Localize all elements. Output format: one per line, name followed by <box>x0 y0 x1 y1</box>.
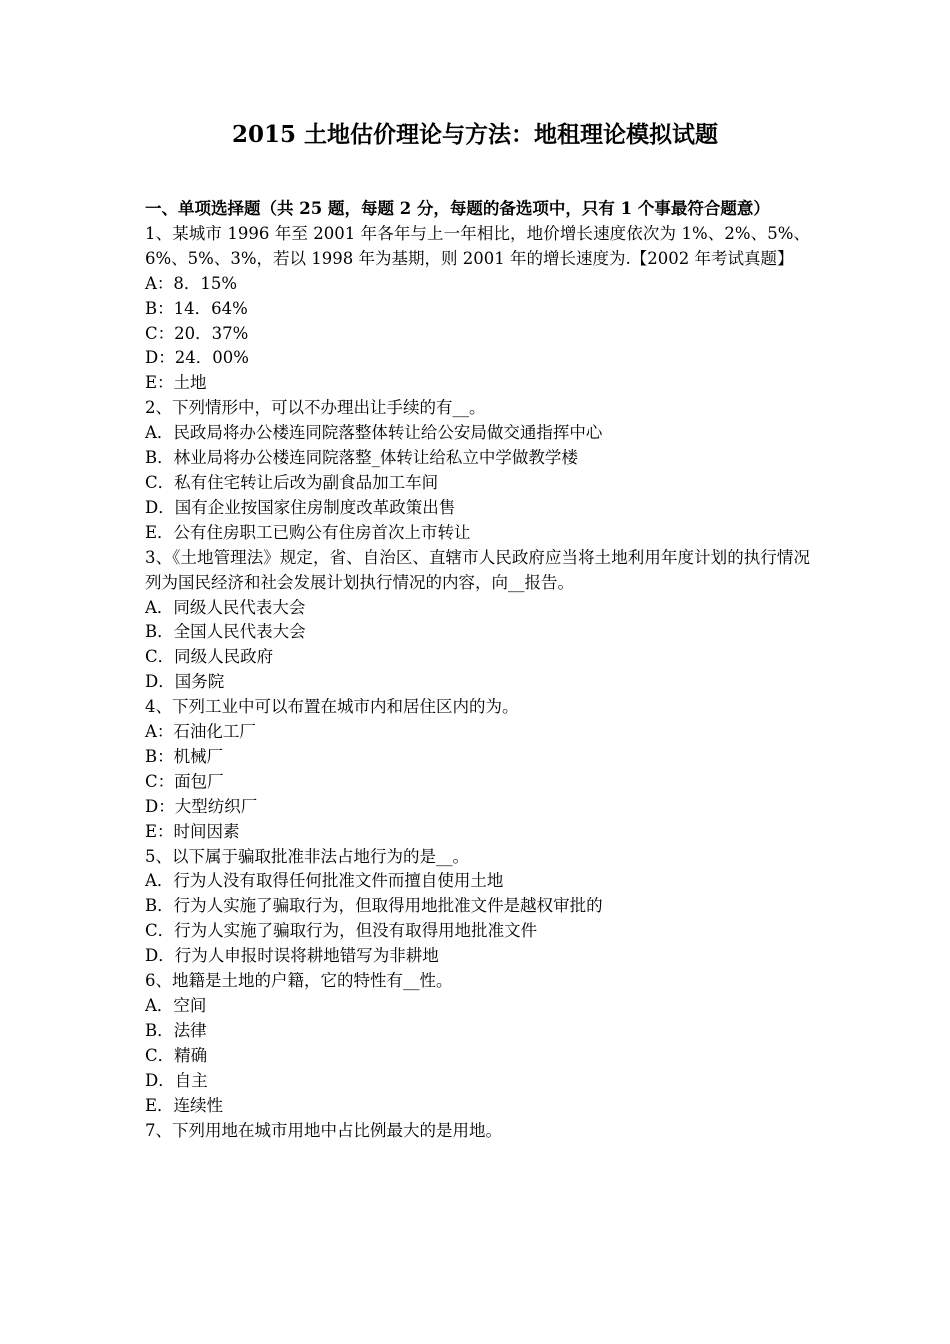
option-e: E：时间因素 <box>145 821 240 841</box>
question-2 <box>145 396 810 545</box>
option-d: D．国务院 <box>145 672 225 692</box>
option-b: B．林业局将办公楼连同院落整_体转让给私立中学做教学楼 <box>145 448 578 468</box>
question-text: 6、地籍是土地的户籍，它的特性有__性。 <box>145 971 453 991</box>
option-a: A．同级人民代表大会 <box>145 597 306 617</box>
question-text: 4、下列工业中可以布置在城市内和居住区内的为。 <box>145 697 519 717</box>
question-text: 7、下列用地在城市用地中占比例最大的是用地。 <box>145 1120 502 1140</box>
option-d: D．自主 <box>145 1070 208 1090</box>
question-6 <box>145 969 810 1118</box>
option-a: A：8．15% <box>145 273 238 293</box>
section-header: 一、单项选择题（共 25 题，每题 2 分，每题的备选项中，只有 1 个事最符合题意） <box>145 199 770 218</box>
document-body <box>145 197 810 1143</box>
option-a: A．行为人没有取得任何批准文件而擅自使用土地 <box>145 871 504 891</box>
question-text: 2、下列情形中，可以不办理出让手续的有__。 <box>145 398 486 418</box>
option-d: D：大型纺织厂 <box>145 796 258 816</box>
option-d: D．国有企业按国家住房制度改革政策出售 <box>145 497 456 517</box>
option-b: B：14．64% <box>145 298 248 318</box>
option-c: C．行为人实施了骗取行为，但没有取得用地批准文件 <box>145 921 538 941</box>
question-text: 3、《土地管理法》规定，省、自治区、直辖市人民政府应当将土地利用年度计划的执行情况列为国民经济和社会发展计划执行情况的内容，向__报告。 <box>145 547 810 592</box>
question-4 <box>145 695 810 844</box>
question-text: 1、某城市 1996 年至 2001 年各年与上一年相比，地价增长速度依次为 1%、2%、5%、6%、5%、3%，若以 1998 年为基期，则 2001 年的增长速度为.【2002 年考试真题】 <box>145 223 810 268</box>
option-a: A．民政局将办公楼连同院落整体转让给公安局做交通指挥中心 <box>145 423 603 443</box>
option-c: C．私有住宅转让后改为副食品加工车间 <box>145 472 439 492</box>
option-c: C：20．37% <box>145 323 249 343</box>
question-3 <box>145 546 810 695</box>
question-5 <box>145 845 810 970</box>
question-text: 5、以下属于骗取批准非法占地行为的是__。 <box>145 846 469 866</box>
option-b: B．行为人实施了骗取行为，但取得用地批准文件是越权审批的 <box>145 896 603 916</box>
question-1 <box>145 222 810 396</box>
option-b: B．法律 <box>145 1020 207 1040</box>
option-b: B．全国人民代表大会 <box>145 622 306 642</box>
option-c: C：面包厂 <box>145 771 224 791</box>
option-d: D．行为人申报时误将耕地错写为非耕地 <box>145 946 439 966</box>
document-title: 2015 土地估价理论与方法：地租理论模拟试题 <box>231 121 719 148</box>
option-c: C．同级人民政府 <box>145 647 274 667</box>
option-b: B：机械厂 <box>145 746 224 766</box>
option-c: C．精确 <box>145 1045 208 1065</box>
option-e: E．连续性 <box>145 1095 224 1115</box>
option-a: A：石油化工厂 <box>145 722 256 742</box>
option-e: E．公有住房职工已购公有住房首次上市转让 <box>145 522 471 542</box>
question-7 <box>145 1119 810 1144</box>
option-e: E：土地 <box>145 373 207 393</box>
option-a: A．空间 <box>145 996 207 1015</box>
option-d: D：24．00% <box>145 348 249 368</box>
